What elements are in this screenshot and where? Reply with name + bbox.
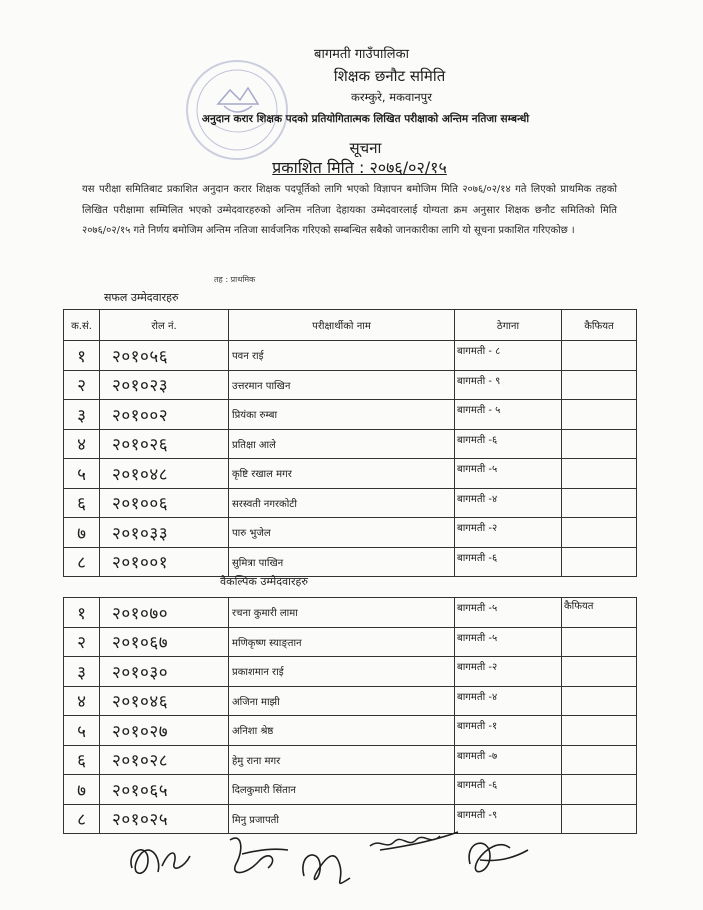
row-candidate-name: पारु भुजेल <box>229 518 455 548</box>
row-sn: ३ <box>64 400 100 430</box>
notice-title: सूचना <box>349 139 382 157</box>
row-candidate-name: हेमु राना मगर <box>229 745 455 775</box>
table-row <box>64 686 637 716</box>
row-remarks <box>562 745 637 775</box>
committee-name: शिक्षक छनौट समिति <box>333 67 446 85</box>
row-candidate-name: मिनु प्रजापती <box>229 804 455 834</box>
table-row <box>64 657 637 687</box>
municipality-name: बागमती गाउँपालिका <box>314 47 409 62</box>
row-address: बागमती -२ <box>455 518 562 548</box>
row-remarks <box>562 459 637 489</box>
row-remarks <box>562 488 637 518</box>
row-remarks <box>562 341 637 371</box>
row-sn: ३ <box>64 657 100 687</box>
row-address: बागमती - ५ <box>455 400 562 430</box>
row-roll-number: २०१०२५ <box>100 804 229 834</box>
level-label: तह : प्राथमिक <box>214 275 256 284</box>
row-candidate-name: प्रियंका रुम्बा <box>229 400 455 430</box>
table-header-row <box>64 310 637 341</box>
row-address: बागमती -६ <box>455 775 562 805</box>
row-address: बागमती -५ <box>455 627 562 657</box>
row-candidate-name: दिलकुमारी सिंतान <box>229 775 455 805</box>
table-row <box>64 547 637 577</box>
row-sn: ८ <box>64 804 100 834</box>
row-roll-number: २०१०३० <box>100 657 229 687</box>
row-address: बागमती -१ <box>455 716 562 746</box>
table-row <box>64 598 637 628</box>
row-sn: ६ <box>64 488 100 518</box>
row-roll-number: २०१०३३ <box>100 518 229 548</box>
row-remarks <box>562 657 637 687</box>
table-row <box>64 429 637 459</box>
table-row <box>64 459 637 489</box>
table-row <box>64 488 637 518</box>
row-address: बागमती -६ <box>455 429 562 459</box>
row-remarks <box>562 627 637 657</box>
row-candidate-name: कृष्टि रखाल मगर <box>229 459 455 489</box>
table-row <box>64 400 637 430</box>
row-roll-number: २०१०२६ <box>100 429 229 459</box>
row-sn: ५ <box>64 459 100 489</box>
table-row <box>64 341 637 371</box>
header-name: परीक्षार्थीको नाम <box>229 310 455 341</box>
office-address: करम्कुरे, मकवानपुर <box>351 90 432 104</box>
successful-candidates-table <box>63 309 637 577</box>
signature-3 <box>303 855 350 883</box>
signature-2 <box>230 838 288 873</box>
row-roll-number: २०१०४८ <box>100 459 229 489</box>
row-candidate-name: मणिकृष्ण स्याङ्तान <box>229 627 455 657</box>
table-row <box>64 745 637 775</box>
row-roll-number: २०१०६७ <box>100 627 229 657</box>
row-remarks <box>562 518 637 548</box>
row-address: बागमती - ९ <box>455 370 562 400</box>
row-sn: १ <box>64 598 100 628</box>
header-remarks: कैफियत <box>562 310 637 341</box>
row-address: बागमती -७ <box>455 745 562 775</box>
row-candidate-name: उत्तरमान पाखिन <box>229 370 455 400</box>
alternate-candidates-table <box>63 597 637 834</box>
successful-section-title: सफल उम्मेदवारहरु <box>104 291 179 304</box>
row-candidate-name: सुमित्रा पाखिन <box>229 547 455 577</box>
row-sn: २ <box>64 370 100 400</box>
row-sn: ५ <box>64 716 100 746</box>
row-remarks <box>562 370 637 400</box>
row-roll-number: २०१०२७ <box>100 716 229 746</box>
header-roll: रोल नं. <box>100 310 229 341</box>
row-address: बागमती -२ <box>455 657 562 687</box>
row-remarks: कैफियत <box>562 598 637 628</box>
row-address: बागमती -४ <box>455 488 562 518</box>
row-candidate-name: प्रतिक्षा आले <box>229 429 455 459</box>
table-row <box>64 370 637 400</box>
table-row <box>64 627 637 657</box>
row-roll-number: २०१००१ <box>100 547 229 577</box>
row-sn: १ <box>64 341 100 371</box>
row-roll-number: २०१०६५ <box>100 775 229 805</box>
notice-subject: अनुदान करार शिक्षक पदको प्रतियोगितात्मक लिखित परीक्षाको अन्तिम नतिजा सम्बन्धी <box>201 113 530 125</box>
row-address: बागमती -४ <box>455 686 562 716</box>
table-row <box>64 775 637 805</box>
signature-1 <box>131 850 190 873</box>
row-sn: २ <box>64 627 100 657</box>
row-roll-number: २०१०५६ <box>100 341 229 371</box>
row-sn: ४ <box>64 686 100 716</box>
header-sn: क.सं. <box>64 310 100 341</box>
signature-5 <box>469 843 528 871</box>
row-address: बागमती -९ <box>455 804 562 834</box>
row-sn: ६ <box>64 745 100 775</box>
notice-body: यस परीक्षा समितिबाट प्रकाशित अनुदान करार शिक्षक पदपूर्तिको लागि भएको विज्ञापन बमोजिम मिति २०७६/०२/१४ गते लिएको प्राथमिक तहको लिखित परीक्षामा सम्मिलित भएको उम्मेदवारहरुको अन्तिम नतिजा देहायका उम्मेदवारलाई योग्यता क्रम अनुसार शिक्षक छनौट समितिको मिति २०७६/०२/१५ गते निर्णय बमोजिम अन्तिम नतिजा सार्वजनिक गरिएको सम्बन्धित सबैको जानकारीका लागि यो सूचना प्रकाशित गरिएकोछ । <box>82 184 617 236</box>
row-sn: ७ <box>64 775 100 805</box>
row-roll-number: २०१०७० <box>100 598 229 628</box>
row-address: बागमती -५ <box>455 598 562 628</box>
row-candidate-name: अजिना माझी <box>229 686 455 716</box>
row-roll-number: २०१००६ <box>100 488 229 518</box>
row-candidate-name: प्रकाशमान राई <box>229 657 455 687</box>
row-roll-number: २०१०२३ <box>100 370 229 400</box>
signatures <box>118 820 698 900</box>
row-roll-number: २०१००२ <box>100 400 229 430</box>
row-sn: ७ <box>64 518 100 548</box>
row-remarks <box>562 547 637 577</box>
row-candidate-name: पवन राई <box>229 341 455 371</box>
row-candidate-name: अनिशा श्रेष्ठ <box>229 716 455 746</box>
publish-date: प्रकाशित मिति : २०७६/०२/१५ <box>272 158 447 177</box>
row-candidate-name: रचना कुमारी लामा <box>229 598 455 628</box>
row-sn: ४ <box>64 429 100 459</box>
row-remarks <box>562 716 637 746</box>
row-remarks <box>562 429 637 459</box>
row-candidate-name: सरस्वती नगरकोटी <box>229 488 455 518</box>
row-remarks <box>562 775 637 805</box>
row-remarks <box>562 400 637 430</box>
alternate-section-title: वैकल्पिक उम्मेदवारहरु <box>220 575 308 588</box>
row-sn: ८ <box>64 547 100 577</box>
row-roll-number: २०१०४६ <box>100 686 229 716</box>
row-address: बागमती -६ <box>455 547 562 577</box>
row-roll-number: २०१०२८ <box>100 745 229 775</box>
table-row <box>64 716 637 746</box>
row-address: बागमती -५ <box>455 459 562 489</box>
row-remarks <box>562 686 637 716</box>
header-address: ठेगाना <box>455 310 562 341</box>
table-row <box>64 518 637 548</box>
row-address: बागमती - ८ <box>455 341 562 371</box>
signature-4 <box>370 832 458 850</box>
